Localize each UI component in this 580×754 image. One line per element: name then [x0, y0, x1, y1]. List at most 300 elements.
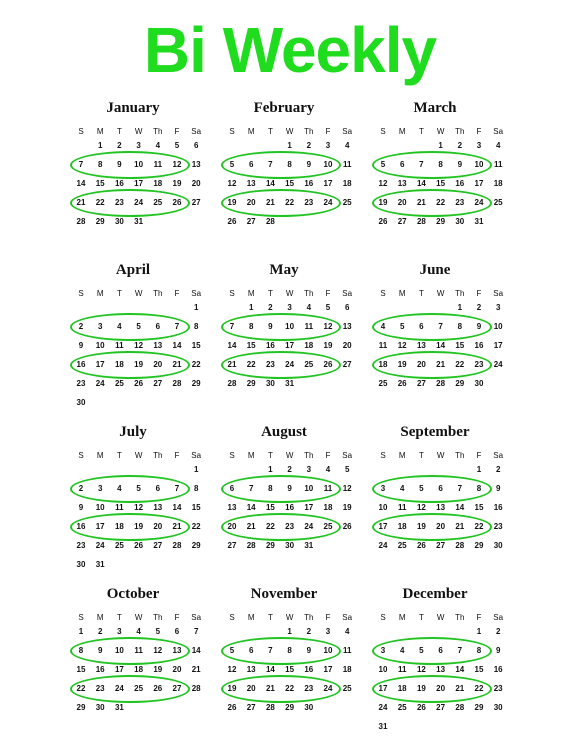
- day-cell: 3: [380, 483, 386, 493]
- day-cell: 29: [246, 378, 256, 388]
- day-cell: 14: [455, 502, 465, 512]
- day-cell: 29: [265, 540, 275, 550]
- pay-week-ellipse: [372, 313, 492, 341]
- day-cell: 26: [416, 540, 426, 550]
- day-cell: 4: [117, 483, 122, 493]
- weekday-label: Th: [153, 451, 163, 460]
- day-cell: 16: [285, 502, 295, 512]
- day-cell: 13: [416, 340, 426, 350]
- day-cell: 19: [323, 340, 333, 350]
- weekday-label: M: [96, 451, 104, 460]
- day-cell: 5: [136, 483, 141, 493]
- day-cell: 20: [436, 683, 446, 693]
- day-cell: 15: [95, 178, 105, 188]
- day-cell: 13: [227, 502, 237, 512]
- day-cell: 17: [95, 521, 105, 531]
- weekday-label: T: [116, 127, 122, 136]
- day-cell: 24: [378, 540, 388, 550]
- pay-week-ellipse: [70, 675, 190, 703]
- day-cell: 8: [457, 321, 463, 331]
- day-cell: 9: [287, 483, 292, 493]
- day-cell: 7: [268, 159, 273, 169]
- day-cell: 10: [493, 321, 503, 331]
- day-cell: 24: [474, 197, 484, 207]
- day-cell: 28: [191, 683, 201, 693]
- day-cell: 18: [134, 664, 144, 674]
- pay-week-ellipse: [372, 151, 492, 179]
- day-cell: 30: [455, 216, 465, 226]
- weekday-label: Sa: [191, 613, 202, 622]
- day-cell: 2: [97, 627, 103, 636]
- weekday-label: S: [380, 613, 386, 622]
- day-cell: 16: [304, 664, 314, 674]
- day-cell: 9: [97, 645, 103, 655]
- weekday-label: W: [436, 613, 445, 622]
- day-cell: 28: [172, 378, 182, 388]
- day-cell: 8: [97, 159, 103, 169]
- day-cell: 2: [495, 465, 501, 474]
- day-cell: 20: [416, 359, 426, 369]
- day-cell: 3: [476, 141, 482, 150]
- day-cell: 27: [227, 540, 237, 550]
- day-cell: 17: [285, 340, 295, 350]
- day-cell: 3: [97, 321, 103, 331]
- day-cell: 20: [153, 359, 163, 369]
- weekday-label: T: [418, 127, 424, 136]
- weekday-label: Th: [153, 127, 163, 136]
- day-cell: 8: [248, 321, 254, 331]
- pay-week-ellipse: [70, 513, 190, 541]
- weekday-label: W: [134, 127, 143, 136]
- day-cell: 14: [191, 645, 201, 655]
- weekday-label: M: [247, 613, 255, 622]
- month-name: November: [250, 586, 318, 602]
- weekday-label: Sa: [191, 289, 202, 298]
- day-cell: 12: [134, 502, 144, 512]
- day-cell: 9: [457, 159, 463, 169]
- day-cell: 9: [78, 502, 84, 512]
- weekday-label: F: [476, 451, 482, 460]
- day-cell: 24: [304, 521, 314, 531]
- day-cell: 12: [416, 664, 426, 674]
- weekday-label: S: [380, 127, 386, 136]
- day-cell: 19: [153, 664, 163, 674]
- day-cell: 12: [172, 159, 182, 169]
- day-cell: 21: [76, 197, 86, 207]
- day-cell: 26: [134, 378, 144, 388]
- day-cell: 29: [474, 540, 484, 550]
- day-cell: 14: [172, 502, 182, 512]
- day-cell: 30: [76, 559, 86, 569]
- day-cell: 18: [342, 178, 352, 188]
- day-cell: 7: [457, 645, 463, 655]
- day-cell: 12: [378, 178, 388, 188]
- weekday-label: M: [398, 451, 406, 460]
- weekday-label: M: [247, 289, 255, 298]
- day-cell: 30: [493, 702, 503, 712]
- day-cell: 29: [455, 378, 465, 388]
- month-name: May: [269, 262, 299, 278]
- day-cell: 1: [476, 465, 482, 474]
- pay-week-ellipse: [221, 513, 341, 541]
- weekday-label: Sa: [191, 127, 202, 136]
- day-cell: 7: [174, 321, 180, 331]
- day-cell: 9: [495, 483, 501, 493]
- weekday-label: S: [229, 451, 235, 460]
- day-cell: 10: [285, 321, 295, 331]
- day-cell: 23: [76, 378, 86, 388]
- pay-week-ellipse: [221, 675, 341, 703]
- day-cell: 15: [436, 178, 446, 188]
- month-name: October: [106, 586, 160, 602]
- day-cell: 8: [78, 645, 84, 655]
- weekday-label: S: [229, 289, 235, 298]
- day-cell: 19: [227, 683, 237, 693]
- weekday-label: W: [285, 127, 294, 136]
- day-cell: 14: [246, 502, 256, 512]
- day-cell: 12: [153, 645, 163, 655]
- weekday-label: M: [398, 613, 406, 622]
- day-cell: 12: [397, 340, 407, 350]
- weekday-label: M: [398, 289, 406, 298]
- day-cell: 15: [285, 664, 295, 674]
- day-cell: 31: [95, 559, 105, 569]
- day-cell: 1: [287, 141, 292, 150]
- day-cell: 27: [397, 216, 407, 226]
- day-cell: 6: [155, 483, 161, 493]
- day-cell: 3: [97, 483, 103, 493]
- day-cell: 26: [397, 378, 407, 388]
- day-cell: 17: [114, 664, 124, 674]
- day-cell: 11: [378, 340, 388, 350]
- day-cell: 4: [495, 141, 501, 150]
- day-cell: 15: [455, 340, 465, 350]
- day-cell: 16: [114, 178, 124, 188]
- day-cell: 1: [78, 627, 84, 636]
- pay-week-ellipse: [221, 313, 341, 341]
- day-cell: 5: [419, 645, 424, 655]
- day-cell: 21: [455, 683, 465, 693]
- day-cell: 26: [342, 521, 352, 531]
- day-cell: 21: [265, 197, 275, 207]
- day-cell: 13: [342, 321, 352, 331]
- day-cell: 20: [397, 197, 407, 207]
- day-cell: 6: [438, 483, 443, 493]
- day-cell: 11: [115, 340, 124, 350]
- day-cell: 25: [304, 359, 314, 369]
- pay-week-ellipse: [372, 675, 492, 703]
- pay-week-ellipse: [372, 189, 492, 217]
- month-name: September: [400, 424, 470, 440]
- day-cell: 18: [397, 683, 407, 693]
- weekday-label: Th: [455, 451, 465, 460]
- day-cell: 21: [191, 664, 201, 674]
- day-cell: 30: [493, 540, 503, 550]
- day-cell: 28: [227, 378, 237, 388]
- day-cell: 28: [416, 216, 426, 226]
- weekday-label: F: [325, 289, 331, 298]
- day-cell: 26: [323, 359, 333, 369]
- day-cell: 27: [436, 702, 446, 712]
- weekday-label: S: [78, 127, 84, 136]
- weekday-label: Th: [153, 613, 163, 622]
- day-cell: 26: [134, 540, 144, 550]
- day-cell: 6: [155, 321, 161, 331]
- day-cell: 11: [304, 321, 314, 331]
- day-cell: 4: [344, 627, 350, 636]
- day-cell: 23: [474, 359, 484, 369]
- day-cell: 8: [287, 645, 292, 655]
- day-cell: 18: [153, 178, 163, 188]
- day-cell: 25: [153, 197, 163, 207]
- day-cell: 13: [153, 502, 163, 512]
- day-cell: 23: [76, 540, 86, 550]
- day-cell: 30: [95, 702, 105, 712]
- day-cell: 4: [306, 303, 312, 312]
- weekday-label: Th: [304, 613, 314, 622]
- day-cell: 22: [474, 521, 484, 531]
- day-cell: 10: [323, 159, 333, 169]
- day-cell: 3: [136, 141, 141, 150]
- weekday-label: T: [418, 613, 424, 622]
- day-cell: 4: [117, 321, 122, 331]
- day-cell: 18: [493, 178, 503, 188]
- day-cell: 31: [474, 216, 484, 226]
- day-cell: 14: [265, 178, 275, 188]
- day-cell: 11: [342, 645, 352, 655]
- day-cell: 8: [193, 321, 199, 331]
- day-cell: 27: [246, 702, 256, 712]
- day-cell: 17: [493, 340, 503, 350]
- day-cell: 28: [76, 216, 86, 226]
- day-cell: 30: [474, 378, 484, 388]
- day-cell: 19: [134, 521, 144, 531]
- day-cell: 23: [285, 521, 295, 531]
- day-cell: 19: [378, 197, 388, 207]
- day-cell: 5: [399, 321, 405, 331]
- day-cell: 22: [76, 683, 86, 693]
- day-cell: 16: [95, 664, 105, 674]
- weekday-label: T: [116, 451, 122, 460]
- day-cell: 5: [155, 627, 161, 636]
- day-cell: 1: [476, 627, 482, 636]
- day-cell: 19: [227, 197, 237, 207]
- day-cell: 5: [136, 321, 141, 331]
- weekday-label: W: [436, 289, 445, 298]
- day-cell: 30: [76, 397, 86, 407]
- pay-week-ellipse: [70, 351, 190, 379]
- day-cell: 12: [134, 340, 144, 350]
- weekday-label: F: [325, 613, 331, 622]
- day-cell: 24: [134, 197, 144, 207]
- weekday-label: Sa: [493, 289, 504, 298]
- day-cell: 30: [265, 378, 275, 388]
- day-cell: 6: [248, 645, 254, 655]
- day-cell: 7: [457, 483, 463, 493]
- weekday-label: Th: [304, 289, 314, 298]
- day-cell: 14: [227, 340, 237, 350]
- day-cell: 15: [191, 502, 201, 512]
- day-cell: 13: [153, 340, 163, 350]
- day-cell: 16: [304, 178, 314, 188]
- month-name: July: [119, 424, 147, 440]
- weekday-label: Sa: [342, 451, 353, 460]
- day-cell: 25: [114, 540, 124, 550]
- day-cell: 8: [476, 645, 482, 655]
- pay-week-ellipse: [372, 637, 492, 665]
- day-cell: 28: [455, 702, 465, 712]
- day-cell: 11: [397, 502, 407, 512]
- day-cell: 20: [246, 683, 256, 693]
- day-cell: 29: [76, 702, 86, 712]
- day-cell: 2: [78, 483, 84, 493]
- weekday-label: W: [436, 451, 445, 460]
- day-cell: 5: [380, 159, 386, 169]
- weekday-label: W: [134, 451, 143, 460]
- day-cell: 16: [493, 502, 503, 512]
- day-cell: 19: [397, 359, 407, 369]
- day-cell: 16: [76, 521, 86, 531]
- weekday-label: Th: [455, 613, 465, 622]
- day-cell: 25: [378, 378, 388, 388]
- weekday-label: Sa: [493, 451, 504, 460]
- weekday-label: T: [267, 451, 273, 460]
- day-cell: 18: [304, 340, 314, 350]
- day-cell: 12: [323, 321, 333, 331]
- day-cell: 30: [285, 540, 295, 550]
- weekday-label: Sa: [342, 127, 353, 136]
- day-cell: 4: [399, 483, 405, 493]
- day-cell: 4: [325, 465, 331, 474]
- day-cell: 12: [227, 178, 237, 188]
- month-name: February: [253, 100, 315, 116]
- day-cell: 30: [304, 702, 314, 712]
- day-cell: 10: [323, 645, 333, 655]
- day-cell: 5: [419, 483, 424, 493]
- day-cell: 15: [265, 502, 275, 512]
- day-cell: 20: [191, 178, 201, 188]
- day-cell: 6: [174, 627, 180, 636]
- weekday-label: W: [436, 127, 445, 136]
- weekday-label: F: [325, 451, 331, 460]
- pay-week-ellipse: [70, 151, 190, 179]
- day-cell: 23: [493, 683, 503, 693]
- day-cell: 16: [455, 178, 465, 188]
- day-cell: 23: [265, 359, 275, 369]
- month-name: August: [261, 424, 307, 440]
- day-cell: 7: [78, 159, 84, 169]
- day-cell: 18: [114, 521, 124, 531]
- weekday-label: T: [116, 613, 122, 622]
- day-cell: 14: [436, 340, 446, 350]
- day-cell: 29: [191, 540, 201, 550]
- day-cell: 22: [246, 359, 256, 369]
- day-cell: 10: [95, 340, 105, 350]
- day-cell: 15: [76, 664, 86, 674]
- weekday-label: F: [174, 127, 180, 136]
- day-cell: 28: [265, 216, 275, 226]
- day-cell: 17: [95, 359, 105, 369]
- day-cell: 7: [229, 321, 235, 331]
- day-cell: 8: [268, 483, 273, 493]
- pay-week-ellipse: [221, 475, 341, 503]
- day-cell: 6: [399, 159, 405, 169]
- day-cell: 19: [416, 683, 426, 693]
- day-cell: 19: [342, 502, 352, 512]
- day-cell: 24: [378, 702, 388, 712]
- weekday-label: S: [380, 451, 386, 460]
- day-cell: 10: [134, 159, 144, 169]
- weekday-label: Th: [304, 127, 314, 136]
- day-cell: 7: [193, 627, 199, 636]
- day-cell: 6: [193, 141, 199, 150]
- day-cell: 26: [172, 197, 182, 207]
- day-cell: 20: [172, 664, 182, 674]
- day-cell: 13: [397, 178, 407, 188]
- day-cell: 31: [114, 702, 124, 712]
- pay-week-ellipse: [221, 637, 341, 665]
- day-cell: 13: [172, 645, 182, 655]
- weekday-label: T: [418, 451, 424, 460]
- day-cell: 11: [115, 502, 124, 512]
- day-cell: 17: [378, 683, 388, 693]
- day-cell: 18: [397, 521, 407, 531]
- day-cell: 17: [134, 178, 144, 188]
- day-cell: 13: [191, 159, 201, 169]
- day-cell: 9: [268, 321, 273, 331]
- day-cell: 14: [265, 664, 275, 674]
- day-cell: 2: [268, 303, 273, 312]
- day-cell: 4: [380, 321, 386, 331]
- day-cell: 2: [117, 141, 122, 150]
- day-cell: 15: [191, 340, 201, 350]
- day-cell: 4: [136, 627, 141, 636]
- day-cell: 6: [229, 483, 235, 493]
- day-cell: 21: [416, 197, 426, 207]
- day-cell: 8: [438, 159, 443, 169]
- weekday-label: T: [418, 289, 424, 298]
- day-cell: 9: [306, 645, 312, 655]
- weekday-label: Th: [153, 289, 163, 298]
- day-cell: 26: [227, 702, 237, 712]
- weekday-label: T: [267, 289, 273, 298]
- day-cell: 23: [95, 683, 105, 693]
- day-cell: 22: [191, 359, 201, 369]
- day-cell: 9: [117, 159, 122, 169]
- weekday-label: M: [96, 613, 104, 622]
- weekday-label: Th: [304, 451, 314, 460]
- weekday-label: F: [174, 451, 180, 460]
- day-cell: 27: [191, 197, 201, 207]
- day-cell: 26: [227, 216, 237, 226]
- day-cell: 28: [265, 702, 275, 712]
- day-cell: 25: [342, 197, 352, 207]
- day-cell: 9: [78, 340, 84, 350]
- weekday-label: Sa: [342, 613, 353, 622]
- day-cell: 26: [153, 683, 163, 693]
- weekday-label: Sa: [493, 127, 504, 136]
- day-cell: 13: [436, 502, 446, 512]
- day-cell: 18: [323, 502, 333, 512]
- day-cell: 31: [378, 721, 388, 731]
- day-cell: 1: [248, 303, 254, 312]
- day-cell: 27: [246, 216, 256, 226]
- day-cell: 27: [416, 378, 426, 388]
- day-cell: 29: [95, 216, 105, 226]
- weekday-label: W: [285, 613, 294, 622]
- pay-week-ellipse: [70, 189, 190, 217]
- day-cell: 17: [304, 502, 314, 512]
